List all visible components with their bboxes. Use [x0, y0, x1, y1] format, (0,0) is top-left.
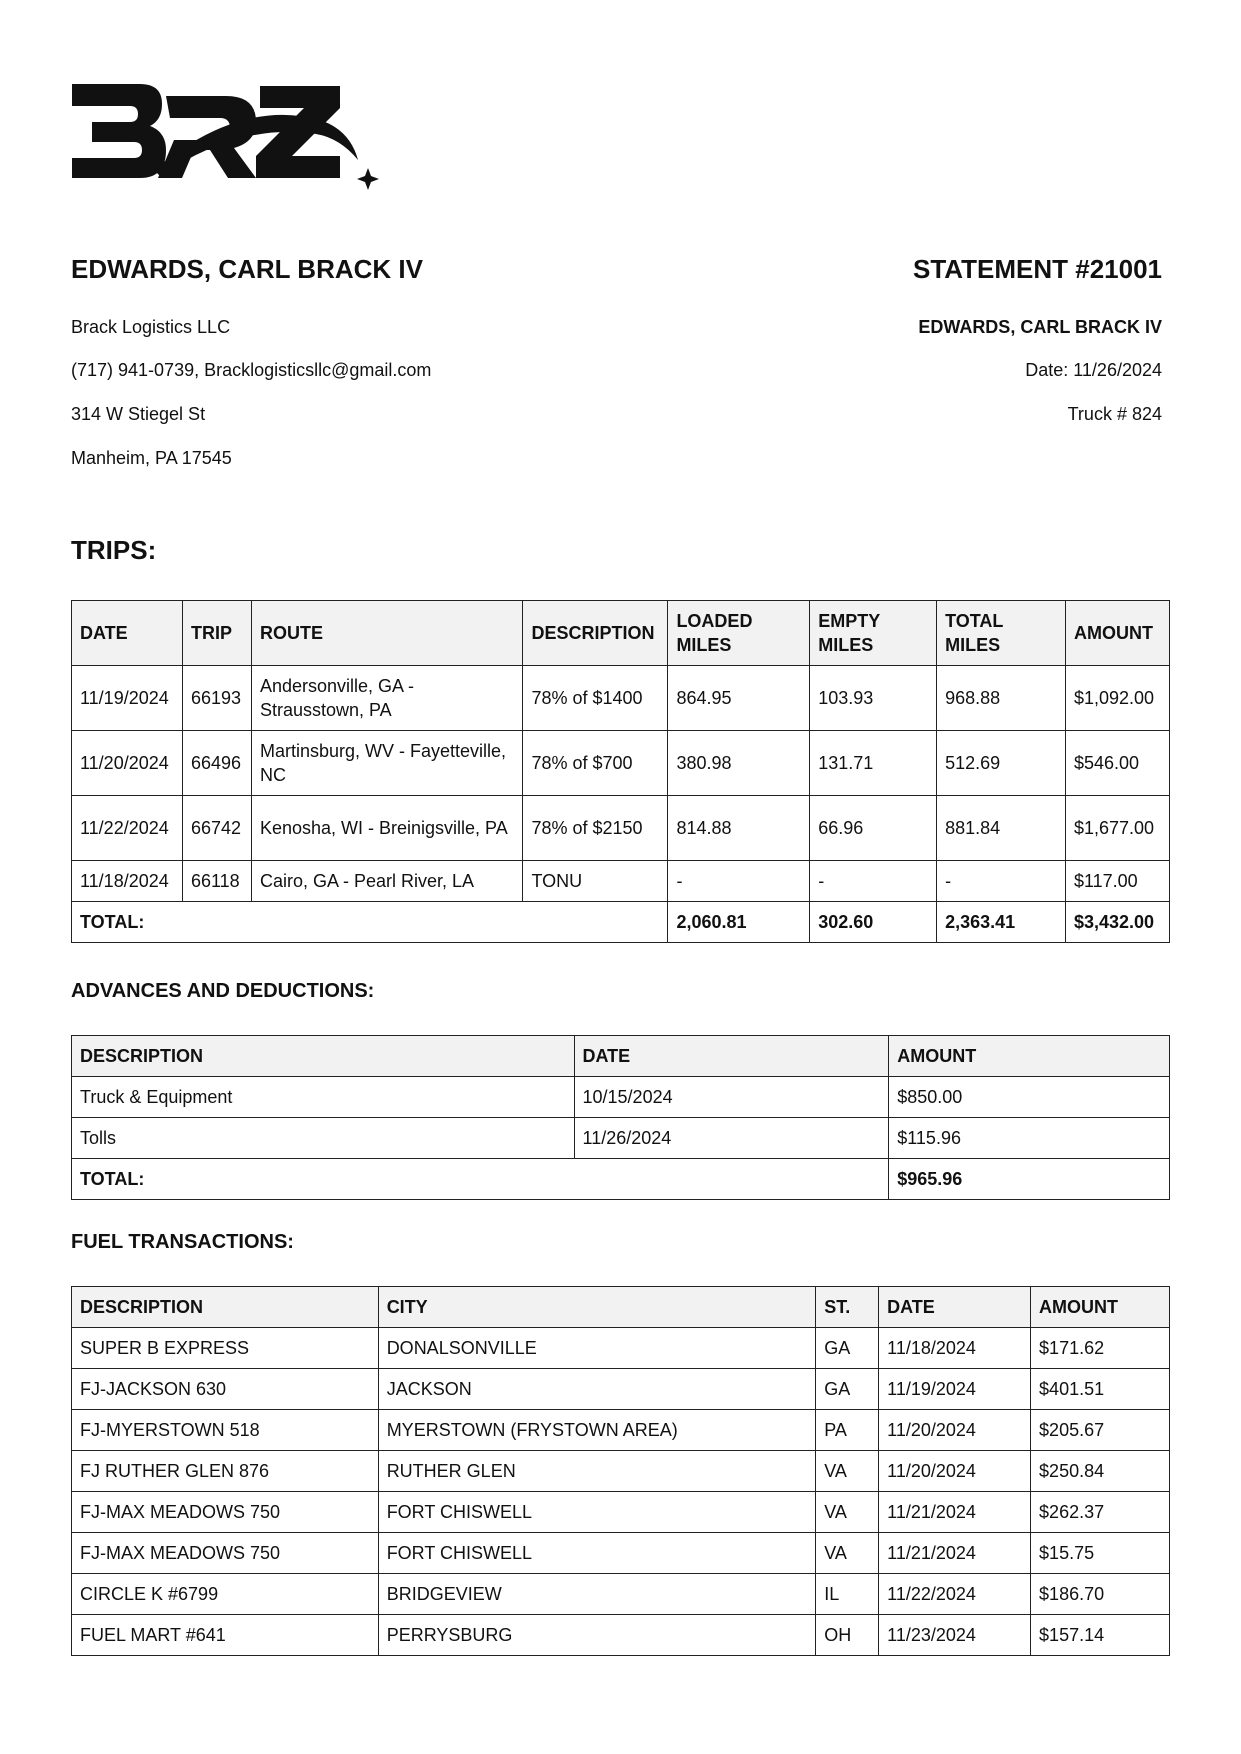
fuel-city: JACKSON [378, 1369, 816, 1410]
table-row [72, 1574, 1170, 1615]
fuel-city: RUTHER GLEN [378, 1451, 816, 1492]
col-description: DESCRIPTION [72, 1287, 379, 1328]
col-city: CITY [378, 1287, 816, 1328]
table-row [72, 1328, 1170, 1369]
company-name: Brack Logistics LLC [71, 317, 231, 337]
trip-id: 66193 [182, 666, 251, 731]
contact-info: (717) 941-0739, Bracklogisticsllc@gmail.com [71, 360, 432, 380]
fuel-description: SUPER B EXPRESS [72, 1328, 379, 1369]
fuel-city: PERRYSBURG [378, 1615, 816, 1656]
col-amount: AMOUNT [1065, 601, 1169, 666]
trips-table [71, 600, 1170, 943]
col-trip: TRIP [182, 601, 251, 666]
fuel-amount: $250.84 [1031, 1451, 1170, 1492]
table-row [72, 731, 1170, 796]
fuel-description: FJ-JACKSON 630 [72, 1369, 379, 1410]
trip-route: Andersonville, GA - Strausstown, PA [251, 666, 523, 731]
trip-description: 78% of $1400 [523, 666, 668, 731]
col-loaded-miles: LOADED MILES [668, 601, 810, 666]
col-description: DESCRIPTION [72, 1036, 575, 1077]
trips-total-row [72, 902, 1170, 943]
trip-loaded-miles: 380.98 [668, 731, 810, 796]
trip-date: 11/22/2024 [72, 796, 183, 861]
fuel-city: FORT CHISWELL [378, 1533, 816, 1574]
trips-total-label: TOTAL: [72, 902, 668, 943]
fuel-city: MYERSTOWN (FRYSTOWN AREA) [378, 1410, 816, 1451]
fuel-description: FJ RUTHER GLEN 876 [72, 1451, 379, 1492]
fuel-date: 11/18/2024 [879, 1328, 1031, 1369]
trip-empty-miles: 103.93 [810, 666, 937, 731]
fuel-state: GA [816, 1328, 879, 1369]
fuel-description: CIRCLE K #6799 [72, 1574, 379, 1615]
trip-total-miles: - [937, 861, 1066, 902]
trips-header-row [72, 601, 1170, 666]
col-date: DATE [72, 601, 183, 666]
fuel-city: DONALSONVILLE [378, 1328, 816, 1369]
fuel-amount: $262.37 [1031, 1492, 1170, 1533]
advance-amount: $850.00 [889, 1077, 1170, 1118]
col-amount: AMOUNT [1031, 1287, 1170, 1328]
col-amount: AMOUNT [889, 1036, 1170, 1077]
advances-total-amount: $965.96 [889, 1159, 1170, 1200]
fuel-city: BRIDGEVIEW [378, 1574, 816, 1615]
brz-logo [70, 78, 382, 190]
fuel-state: VA [816, 1492, 879, 1533]
statement-title: STATEMENT #21001 [912, 254, 1162, 284]
advance-date: 10/15/2024 [574, 1077, 889, 1118]
trip-amount: $117.00 [1065, 861, 1169, 902]
table-row [72, 1410, 1170, 1451]
trip-empty-miles: - [810, 861, 937, 902]
col-description: DESCRIPTION [523, 601, 668, 666]
col-total-miles: TOTAL MILES [937, 601, 1066, 666]
fuel-state: VA [816, 1533, 879, 1574]
driver-name: EDWARDS, CARL BRACK IV [71, 254, 423, 284]
col-date: DATE [574, 1036, 889, 1077]
trip-id: 66118 [182, 861, 251, 902]
address-line-2: Manheim, PA 17545 [71, 448, 232, 468]
advance-description: Tolls [72, 1118, 575, 1159]
trips-total-miles: 2,363.41 [937, 902, 1066, 943]
table-row [72, 1369, 1170, 1410]
col-route: ROUTE [251, 601, 523, 666]
trips-title: TRIPS: [71, 535, 157, 565]
fuel-description: FJ-MAX MEADOWS 750 [72, 1533, 379, 1574]
advances-total-label: TOTAL: [72, 1159, 889, 1200]
fuel-amount: $171.62 [1031, 1328, 1170, 1369]
advance-description: Truck & Equipment [72, 1077, 575, 1118]
col-state: ST. [816, 1287, 879, 1328]
trip-route: Martinsburg, WV - Fayetteville, NC [251, 731, 523, 796]
fuel-amount: $401.51 [1031, 1369, 1170, 1410]
trip-loaded-miles: - [668, 861, 810, 902]
trip-description: 78% of $700 [523, 731, 668, 796]
trip-empty-miles: 131.71 [810, 731, 937, 796]
trip-date: 11/20/2024 [72, 731, 183, 796]
advances-total-row [72, 1159, 1170, 1200]
table-row [72, 1451, 1170, 1492]
fuel-title: FUEL TRANSACTIONS: [71, 1231, 294, 1253]
fuel-state: OH [816, 1615, 879, 1656]
fuel-state: VA [816, 1451, 879, 1492]
trip-amount: $1,092.00 [1065, 666, 1169, 731]
fuel-state: PA [816, 1410, 879, 1451]
table-row [72, 1492, 1170, 1533]
trips-total-loaded: 2,060.81 [668, 902, 810, 943]
fuel-description: FUEL MART #641 [72, 1615, 379, 1656]
fuel-state: IL [816, 1574, 879, 1615]
fuel-date: 11/19/2024 [879, 1369, 1031, 1410]
col-empty-miles: EMPTY MILES [810, 601, 937, 666]
fuel-amount: $157.14 [1031, 1615, 1170, 1656]
advance-amount: $115.96 [889, 1118, 1170, 1159]
table-row [72, 666, 1170, 731]
trip-id: 66742 [182, 796, 251, 861]
logo-letter-b [72, 84, 166, 178]
statement-info [602, 254, 1162, 424]
table-row [72, 1118, 1170, 1159]
truck-number: Truck # 824 [1067, 404, 1162, 424]
trips-total-amount: $3,432.00 [1065, 902, 1169, 943]
trip-date: 11/18/2024 [72, 861, 183, 902]
table-row [72, 796, 1170, 861]
col-date: DATE [879, 1287, 1031, 1328]
logo-star [357, 168, 379, 190]
fuel-amount: $205.67 [1031, 1410, 1170, 1451]
address-line-1: 314 W Stiegel St [71, 404, 206, 424]
advances-table [71, 1035, 1170, 1200]
trip-id: 66496 [182, 731, 251, 796]
trip-empty-miles: 66.96 [810, 796, 937, 861]
advances-title: ADVANCES AND DEDUCTIONS: [71, 980, 375, 1002]
fuel-date: 11/20/2024 [879, 1451, 1031, 1492]
trips-total-empty: 302.60 [810, 902, 937, 943]
fuel-date: 11/20/2024 [879, 1410, 1031, 1451]
trip-route: Cairo, GA - Pearl River, LA [251, 861, 523, 902]
trip-description: 78% of $2150 [523, 796, 668, 861]
advances-header-row [72, 1036, 1170, 1077]
fuel-header-row [72, 1287, 1170, 1328]
trip-total-miles: 881.84 [937, 796, 1066, 861]
trip-loaded-miles: 814.88 [668, 796, 810, 861]
driver-info [71, 254, 631, 468]
fuel-description: FJ-MYERSTOWN 518 [72, 1410, 379, 1451]
table-row [72, 861, 1170, 902]
fuel-state: GA [816, 1369, 879, 1410]
fuel-amount: $186.70 [1031, 1574, 1170, 1615]
fuel-date: 11/22/2024 [879, 1574, 1031, 1615]
fuel-city: FORT CHISWELL [378, 1492, 816, 1533]
trip-description: TONU [523, 861, 668, 902]
trip-total-miles: 968.88 [937, 666, 1066, 731]
trip-route: Kenosha, WI - Breinigsville, PA [251, 796, 523, 861]
table-row [72, 1077, 1170, 1118]
trip-loaded-miles: 864.95 [668, 666, 810, 731]
statement-date: Date: 11/26/2024 [1025, 360, 1162, 380]
fuel-description: FJ-MAX MEADOWS 750 [72, 1492, 379, 1533]
fuel-date: 11/23/2024 [879, 1615, 1031, 1656]
trip-date: 11/19/2024 [72, 666, 183, 731]
fuel-amount: $15.75 [1031, 1533, 1170, 1574]
statement-driver-name: EDWARDS, CARL BRACK IV [918, 317, 1162, 337]
trip-amount: $546.00 [1065, 731, 1169, 796]
advance-date: 11/26/2024 [574, 1118, 889, 1159]
fuel-table [71, 1286, 1170, 1656]
fuel-date: 11/21/2024 [879, 1533, 1031, 1574]
table-row [72, 1533, 1170, 1574]
trip-total-miles: 512.69 [937, 731, 1066, 796]
table-row [72, 1615, 1170, 1656]
trip-amount: $1,677.00 [1065, 796, 1169, 861]
fuel-date: 11/21/2024 [879, 1492, 1031, 1533]
